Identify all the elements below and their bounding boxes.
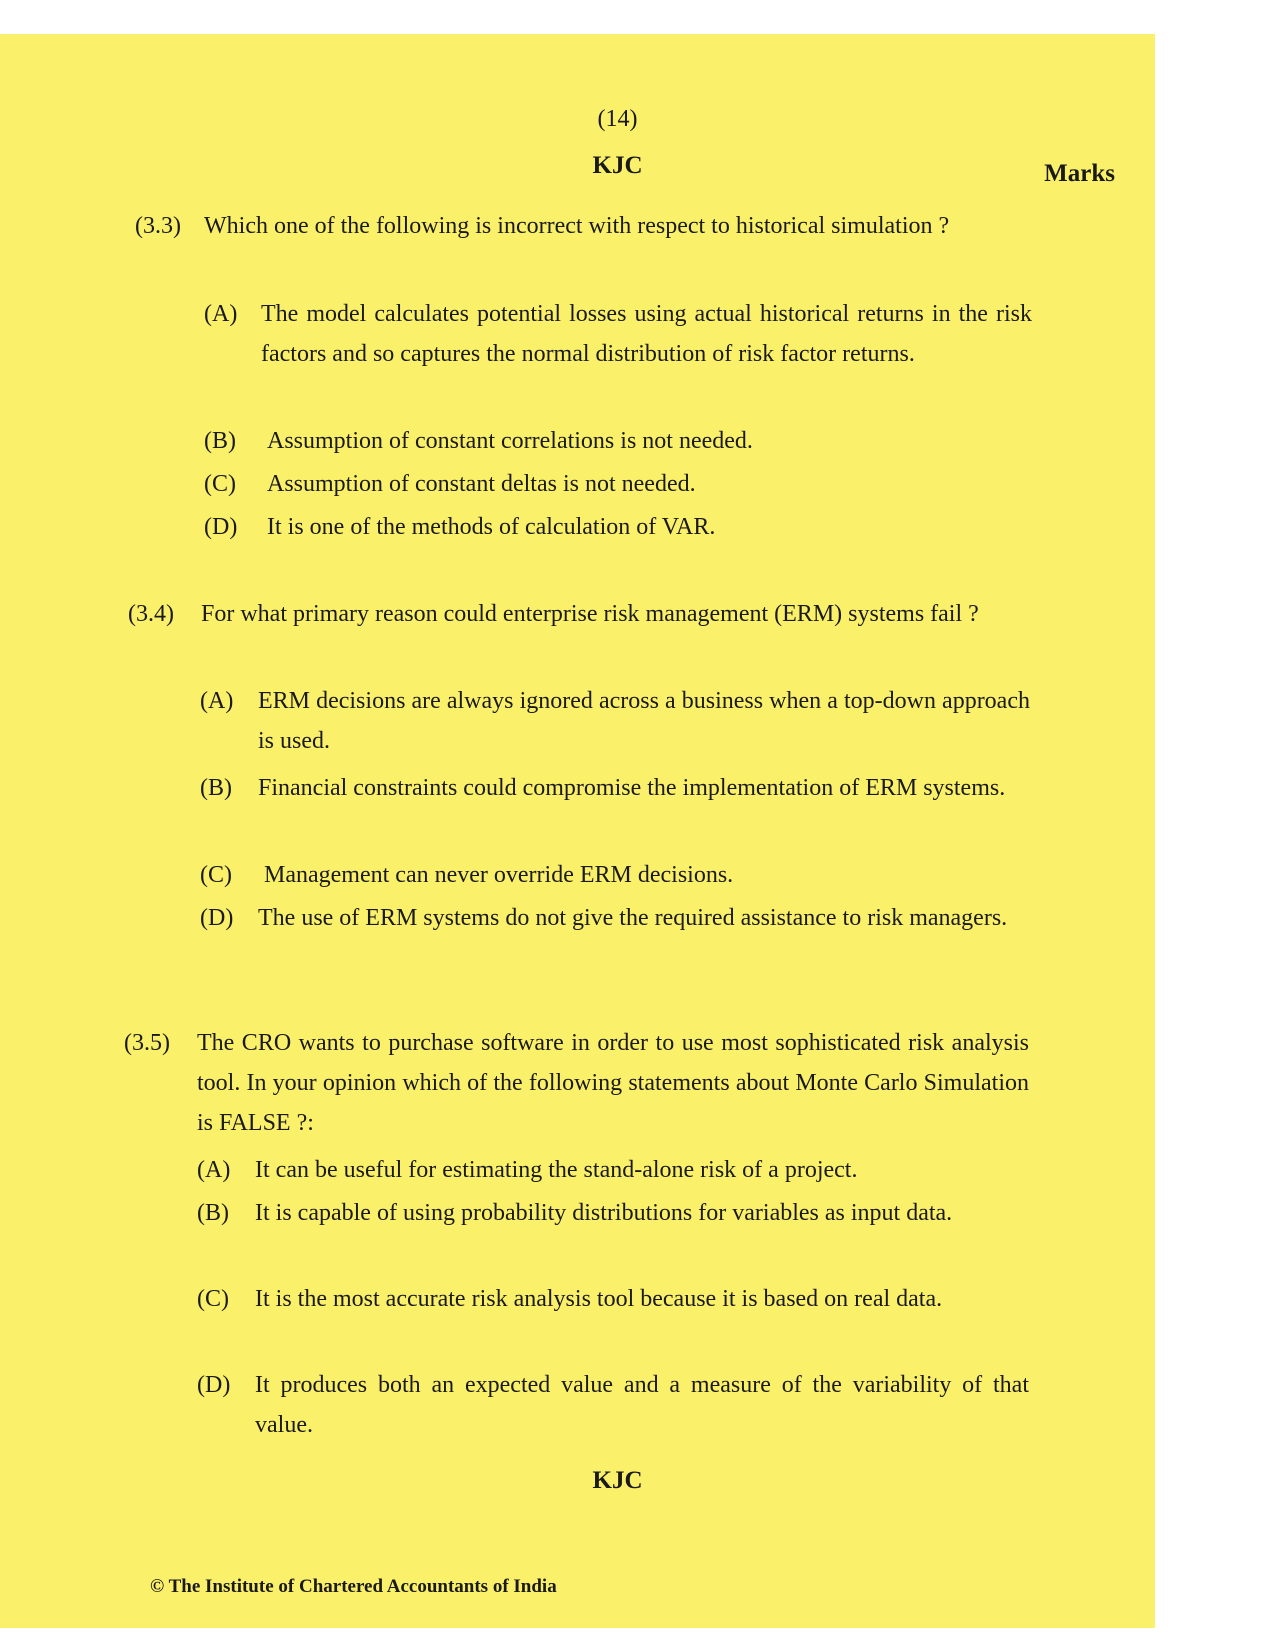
option-label: (B) <box>200 775 232 801</box>
option-text: The model calculates potential losses using actual historical returns in the risk factors and so captures the normal distribution of risk factor returns. <box>261 301 1032 367</box>
option-text: Assumption of constant correlations is not needed. <box>267 428 753 454</box>
option-label: (C) <box>204 471 236 497</box>
option-label: (A) <box>204 301 238 327</box>
option-label: (D) <box>197 1372 231 1398</box>
option-text: The use of ERM systems do not give the required assistance to risk managers. <box>258 905 1008 931</box>
question-text: Which one of the following is incorrect with respect to historical simulation ? <box>204 213 950 239</box>
option-label: (D) <box>204 514 238 540</box>
question-number: (3.3) <box>135 213 181 239</box>
option-text: It is one of the methods of calculation of VAR. <box>267 514 716 540</box>
option-label: (D) <box>200 905 234 931</box>
copyright-notice: © The Institute of Chartered Accountants of India <box>150 1576 557 1597</box>
page-number: (14) <box>597 106 638 132</box>
option-text: It can be useful for estimating the stand-alone risk of a project. <box>255 1157 858 1183</box>
option-label: (A) <box>200 688 234 714</box>
option-label: (C) <box>197 1286 229 1312</box>
option-label: (A) <box>197 1157 231 1183</box>
header-code: KJC <box>592 152 643 179</box>
option-text: It produces both an expected value and a measure of the variability of that value. <box>255 1372 1029 1438</box>
footer-code: KJC <box>592 1467 643 1494</box>
option-text: ERM decisions are always ignored across a business when a top-down approach is used. <box>258 688 1030 754</box>
question-number: (3.4) <box>128 601 174 627</box>
marks-label: Marks <box>1044 160 1115 187</box>
option-label: (C) <box>200 862 232 888</box>
option-text: Assumption of constant deltas is not needed. <box>267 471 696 497</box>
question-number: (3.5) <box>124 1030 170 1056</box>
option-text: It is the most accurate risk analysis tool because it is based on real data. <box>255 1286 943 1312</box>
option-label: (B) <box>197 1200 229 1226</box>
option-text: Financial constraints could compromise the implementation of ERM systems. <box>258 775 1006 801</box>
option-text: Management can never override ERM decisions. <box>264 862 734 888</box>
question-text: For what primary reason could enterprise risk management (ERM) systems fail ? <box>201 601 979 627</box>
option-text: It is capable of using probability distributions for variables as input data. <box>255 1200 953 1226</box>
option-label: (B) <box>204 428 236 454</box>
question-text: The CRO wants to purchase software in order to use most sophisticated risk analysis tool. In your opinion which of the following statements about Monte Carlo Simulation is FALSE ?: <box>197 1030 1029 1136</box>
